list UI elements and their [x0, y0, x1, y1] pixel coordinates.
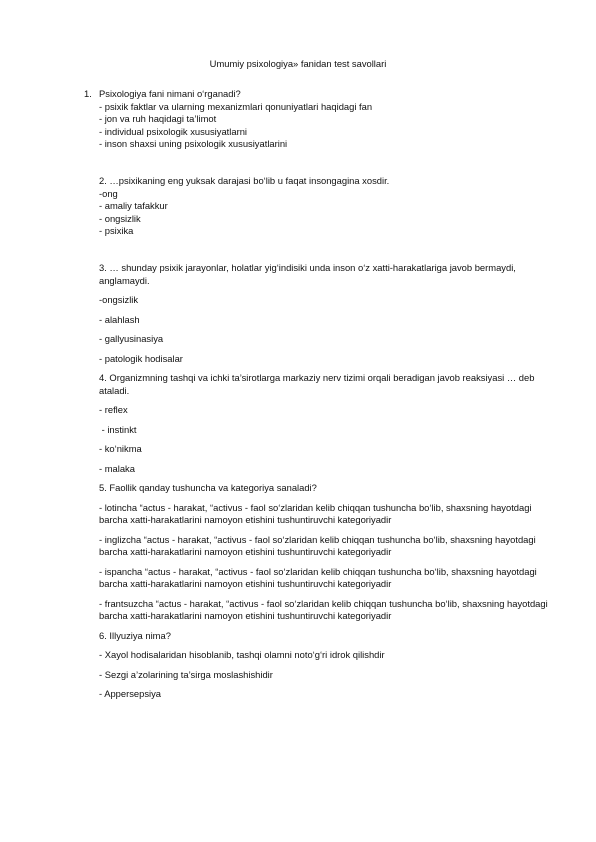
question-5-option-3: - ispancha “actus - harakat, “activus - faol so‘zlaridan kelib chiqqan tushuncha bo‘lib, shaxsning hayotdagi barcha xatti-harakatlarini namoyon etishini tushuntiruvchi kategoriyadir [99, 565, 537, 589]
question-4-option-4: - malaka [99, 462, 135, 474]
question-1-option-1: - psixik faktlar va ularning mexanizmlari qonuniyatlari haqidagi fan [99, 100, 373, 112]
question-4-option-1: - reflex [99, 404, 128, 415]
question-6-option-2: - Sezgi a’zolarining ta’sirga moslashishidir [99, 668, 273, 680]
question-4-option-2: - instinkt [99, 423, 137, 435]
question-3-option-2: - alahlash [99, 313, 140, 325]
question-2-option-1: -ong [99, 187, 118, 199]
question-1-option-2: - jon va ruh haqidagi ta’limot [99, 113, 217, 124]
question-1-option-3: - individual psixologik xususiyatlarni [99, 125, 247, 137]
question-1-text: Psixologiya fani nimani o‘rganadi? [99, 88, 241, 99]
question-3 [99, 262, 559, 708]
question-2 [99, 175, 559, 238]
question-4-text: 4. Organizmning tashqi va ichki ta’sirotlarga markaziy nerv tizimi orqali beradigan javob reaksiyasi … deb ataladi. [99, 372, 535, 396]
question-2-option-2: - amaliy tafakkur [99, 200, 168, 211]
question-6-text: 6. Illyuziya nima? [99, 629, 171, 641]
question-5-option-2: - inglizcha “actus - harakat, “activus - faol so‘zlaridan kelib chiqqan tushuncha bo‘lib, shaxsning hayotdagi barcha xatti-harakatlarini namoyon etishini tushuntiruvchi kategoriyadir [99, 533, 536, 557]
question-6-option-1: - Xayol hodisalaridan hisoblanib, tashqi olamni noto‘g‘ri idrok qilishdir [99, 649, 385, 660]
question-5-option-4: - frantsuzcha “actus - harakat, “activus - faol so‘zlaridan kelib chiqqan tushuncha bo‘lib, shaxsning hayotdagi barcha xatti-harakatlarini namoyon etishini tushuntiruvchi kategoriyadir [99, 597, 548, 621]
question-1 [99, 88, 559, 151]
question-1-option-4: - inson shaxsi uning psixologik xususiyatlarini [99, 138, 288, 149]
question-3-option-3: - gallyusinasiya [99, 333, 164, 344]
question-3-text: 3. … shunday psixik jarayonlar, holatlar yig‘indisiki unda inson o‘z xatti-harakatlariga javob bermaydi, anglamaydi. [99, 262, 516, 286]
question-3-option-1: -ongsizlik [99, 294, 139, 305]
question-3-option-4: - patologik hodisalar [99, 352, 183, 364]
question-2-option-3: - ongsizlik [99, 212, 141, 224]
question-5-option-1: - lotincha “actus - harakat, “activus - faol so‘zlaridan kelib chiqqan tushuncha bo‘lib, shaxsning hayotdagi barcha xatti-harakatlarini namoyon etishini tushuntiruvchi kategoriyadir [99, 501, 532, 525]
document-title: Umumiy psixologiya» fanidan test savollari [209, 58, 387, 69]
question-4-option-3: - ko‘nikma [99, 443, 142, 454]
question-6-option-3: - Appersepsiya [99, 688, 162, 699]
question-5-text: 5. Faollik qanday tushuncha va kategoriya sanaladi? [99, 482, 317, 493]
question-1-number: 1. [84, 88, 92, 99]
question-2-text: 2. …psixikaning eng yuksak darajasi bo‘lib u faqat insongagina xosdir. [99, 175, 390, 186]
question-2-option-4: - psixika [99, 225, 134, 236]
